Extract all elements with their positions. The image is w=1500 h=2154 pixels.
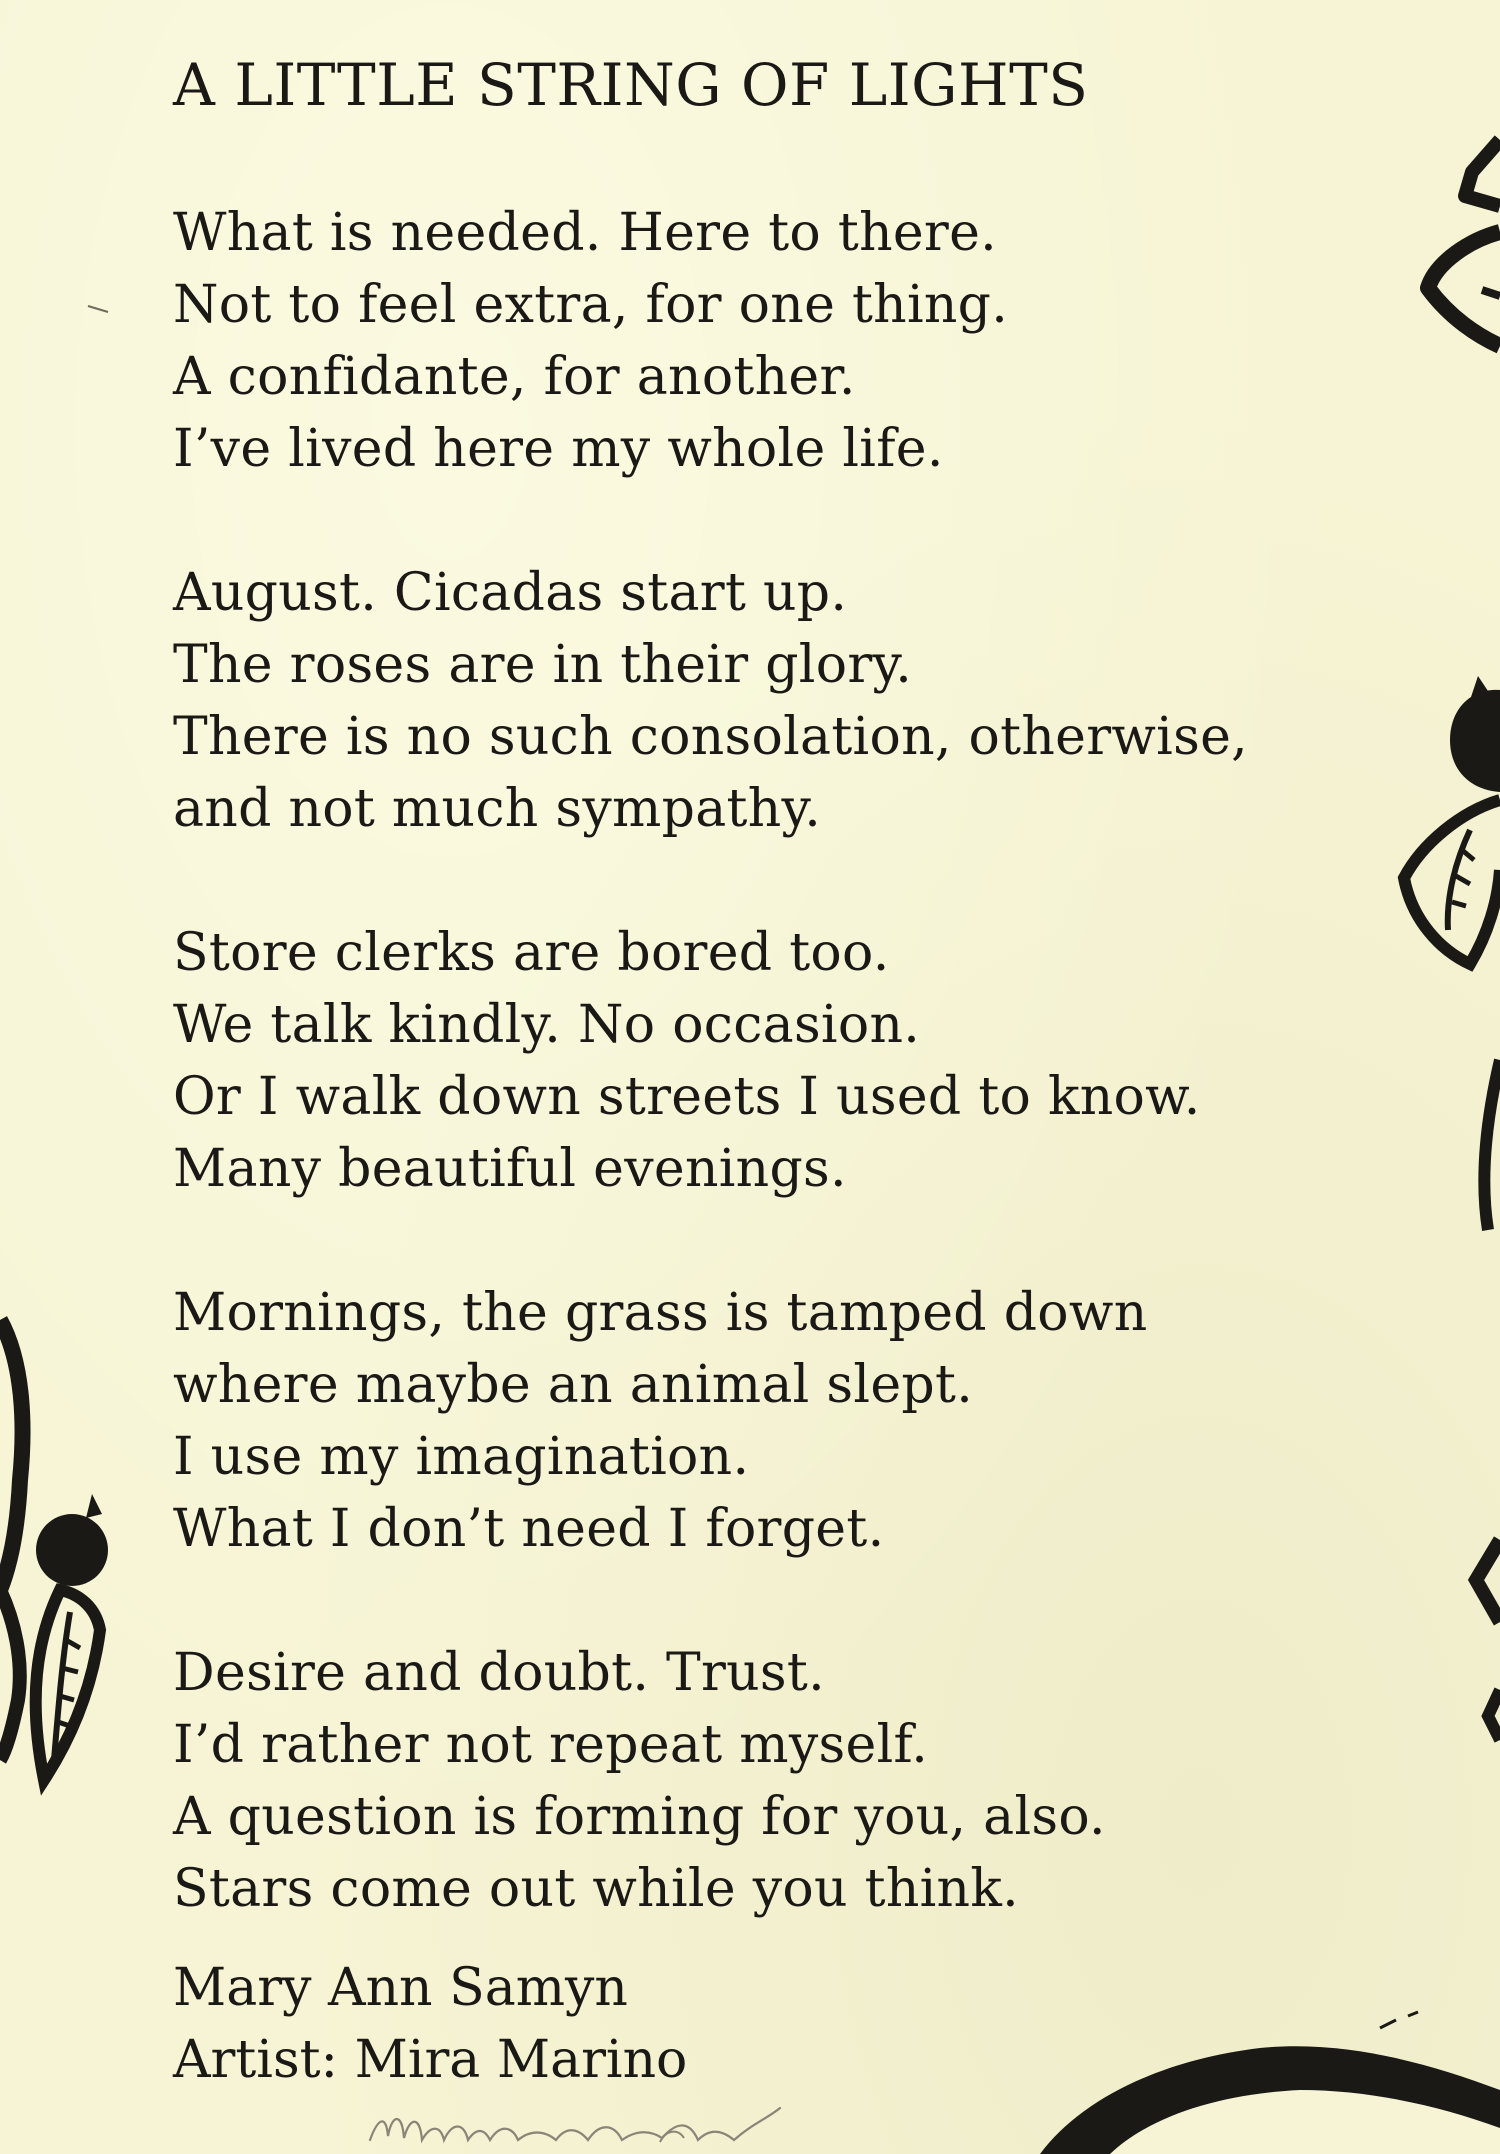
poem-line: Many beautiful evenings.: [173, 1139, 847, 1199]
poem-line: where maybe an animal slept.: [173, 1355, 974, 1415]
poem-line: There is no such consolation, otherwise,: [173, 707, 1248, 767]
pencil-signature: [360, 2100, 960, 2154]
poem-line: I’d rather not repeat myself.: [173, 1715, 929, 1775]
poem-line: Desire and doubt. Trust.: [173, 1643, 825, 1703]
stanza-3: [173, 917, 1373, 1205]
poem-line: I use my imagination.: [173, 1427, 750, 1487]
stanza-4: [173, 1277, 1373, 1565]
poem-line: What I don’t need I forget.: [173, 1499, 885, 1559]
bottom-right-curve-illustration: [1040, 2012, 1500, 2154]
artist-credit: Artist: Mira Marino: [173, 2030, 688, 2090]
poem-line: A question is forming for you, also.: [173, 1787, 1106, 1847]
stray-mark: [88, 306, 108, 312]
poem-line: What is needed. Here to there.: [173, 203, 997, 263]
stanza-1: [173, 197, 1373, 485]
poem-body: [173, 197, 1373, 1997]
poem-line: August. Cicadas start up.: [173, 563, 848, 623]
right-bird-illustration: [1404, 676, 1500, 964]
poem-line: Or I walk down streets I used to know.: [173, 1067, 1201, 1127]
author-name: Mary Ann Samyn: [173, 1958, 628, 2018]
poem-line: Stars come out while you think.: [173, 1859, 1019, 1919]
poem-line: I’ve lived here my whole life.: [173, 419, 944, 479]
poem-line: We talk kindly. No occasion.: [173, 995, 921, 1055]
poem-title: A LITTLE STRING OF LIGHTS: [173, 51, 1089, 119]
credits: [173, 1952, 687, 2096]
poem-line: Mornings, the grass is tamped down: [173, 1283, 1148, 1343]
right-stem-illustration: [1476, 1060, 1500, 1740]
poem-line: Store clerks are bored too.: [173, 923, 890, 983]
stanza-2: [173, 557, 1373, 845]
poem-line: A confidante, for another.: [173, 347, 856, 407]
poem-line: The roses are in their glory.: [173, 635, 913, 695]
right-top-leaf-illustration: [1428, 140, 1500, 346]
stanza-5: [173, 1637, 1373, 1925]
poem-line: and not much sympathy.: [173, 779, 822, 839]
poem-line: Not to feel extra, for one thing.: [173, 275, 1009, 335]
left-bird-illustration: [0, 1320, 108, 1780]
